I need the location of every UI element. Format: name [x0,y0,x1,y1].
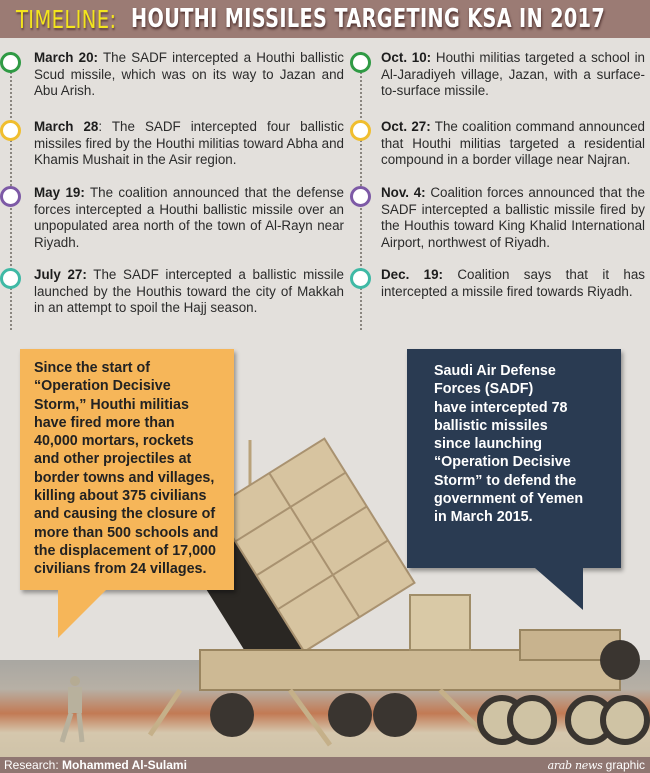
event-text: The coalition command announced that Houthi militias targeted a residential compound in a border village near Najran. [381,119,645,168]
page-title: HOUTHI MISSILES TARGETING KSA IN 2017 [131,4,606,34]
researcher-name: Mohammed Al-Sulami [62,758,187,772]
callout-line: in March 2015. [434,509,533,526]
callout-line: have intercepted 78 [434,399,568,416]
event-text: Coalition says that it has intercepted a missile fired towards Riyadh. [381,267,645,299]
event-date: May 19: [34,185,85,200]
event-text: The SADF intercepted a Houthi ballistic Scud missile, which was on its way to Jazan and Abu Arish. [34,50,345,99]
event-date: March 20: [34,50,98,65]
generator-box [410,595,470,650]
callout-tail-orange [58,590,106,638]
callout-line: Forces (SADF) [434,381,534,398]
wheel-shape [210,693,254,737]
soldier-head [70,676,80,686]
arab-news-logo: arab news [547,759,606,772]
event-date: March 28 [34,119,99,134]
callout-line: killing about 375 civilians [34,488,207,505]
event-date: Oct. 27: [381,119,431,134]
callout-line: Storm,” Houthi militias [34,396,189,413]
callout-line: “Operation Decisive [434,454,571,471]
brand-credit [548,757,645,773]
callout-line: have fired more than [34,414,175,431]
callout-line: civilians from 24 villages. [34,561,207,578]
soldier-body [68,687,82,713]
event-date: Nov. 4: [381,185,426,200]
callout-tail-navy [535,568,583,610]
callout-line: 40,000 mortars, rockets [34,433,194,450]
event-date: Dec. 19: [381,267,443,282]
event-text: : The SADF intercepted four ballistic missiles fired by the Houthi militias toward Abha and Khamis Mushait in the Asir region. [34,119,344,168]
callout-line: Saudi Air Defense [434,363,556,379]
callout-line: Storm” to defend the [434,472,577,489]
callout-houthi-attacks [20,349,234,590]
wheel-shape [510,698,554,742]
wheel-shape [373,693,417,737]
outrigger-leg [290,690,330,745]
callout-line: and causing the closure of [34,506,216,523]
wheel-shape [603,698,647,742]
callout-line: Since the start of [34,360,150,376]
credits-footer [0,757,650,773]
wheel-shape [328,693,372,737]
event-date: July 27: [34,267,87,282]
callout-line: border towns and villages, [34,469,215,486]
spare-wheel-shape [600,640,640,680]
title-lead: TIMELINE: [16,4,117,34]
callout-line: government of Yemen [434,491,584,508]
research-label: Research: [4,758,63,772]
event-text: Coalition forces announced that the SADF intercepted a ballistic missile fired by the Houthis toward King Khalid International Airport, northwest of Riyadh. [381,185,645,250]
callout-line: more than 500 schools and [34,524,219,541]
callout-line: since launching [434,436,543,453]
event-date: Oct. 10: [381,50,432,65]
outrigger-leg [150,690,180,735]
callout-line: and other projectiles at [34,451,192,468]
soldier-figure [62,676,82,742]
event-text: The coalition announced that the defense forces intercepted a Houthi ballistic missile over an unpopulated area north of the town of Al-Rayn near Riyadh. [34,185,344,250]
event-text: The SADF intercepted a ballistic missile launched by the Houthis toward the city of Makkah in an attempt to spoil the Hajj season. [34,267,345,316]
brand-suffix: graphic [605,758,645,772]
callout-line: the displacement of 17,000 [34,542,216,559]
callout-sadf-intercepts [407,349,621,568]
soldier-leg [62,713,71,742]
event-text: Houthi militias targeted a school in Al-Jaradiyeh village, Jazan, with a surface-to-surface missile. [381,50,645,99]
soldier-leg [79,713,82,742]
callout-line: “Operation Decisive [34,378,171,395]
callout-line: ballistic missiles [434,417,548,434]
